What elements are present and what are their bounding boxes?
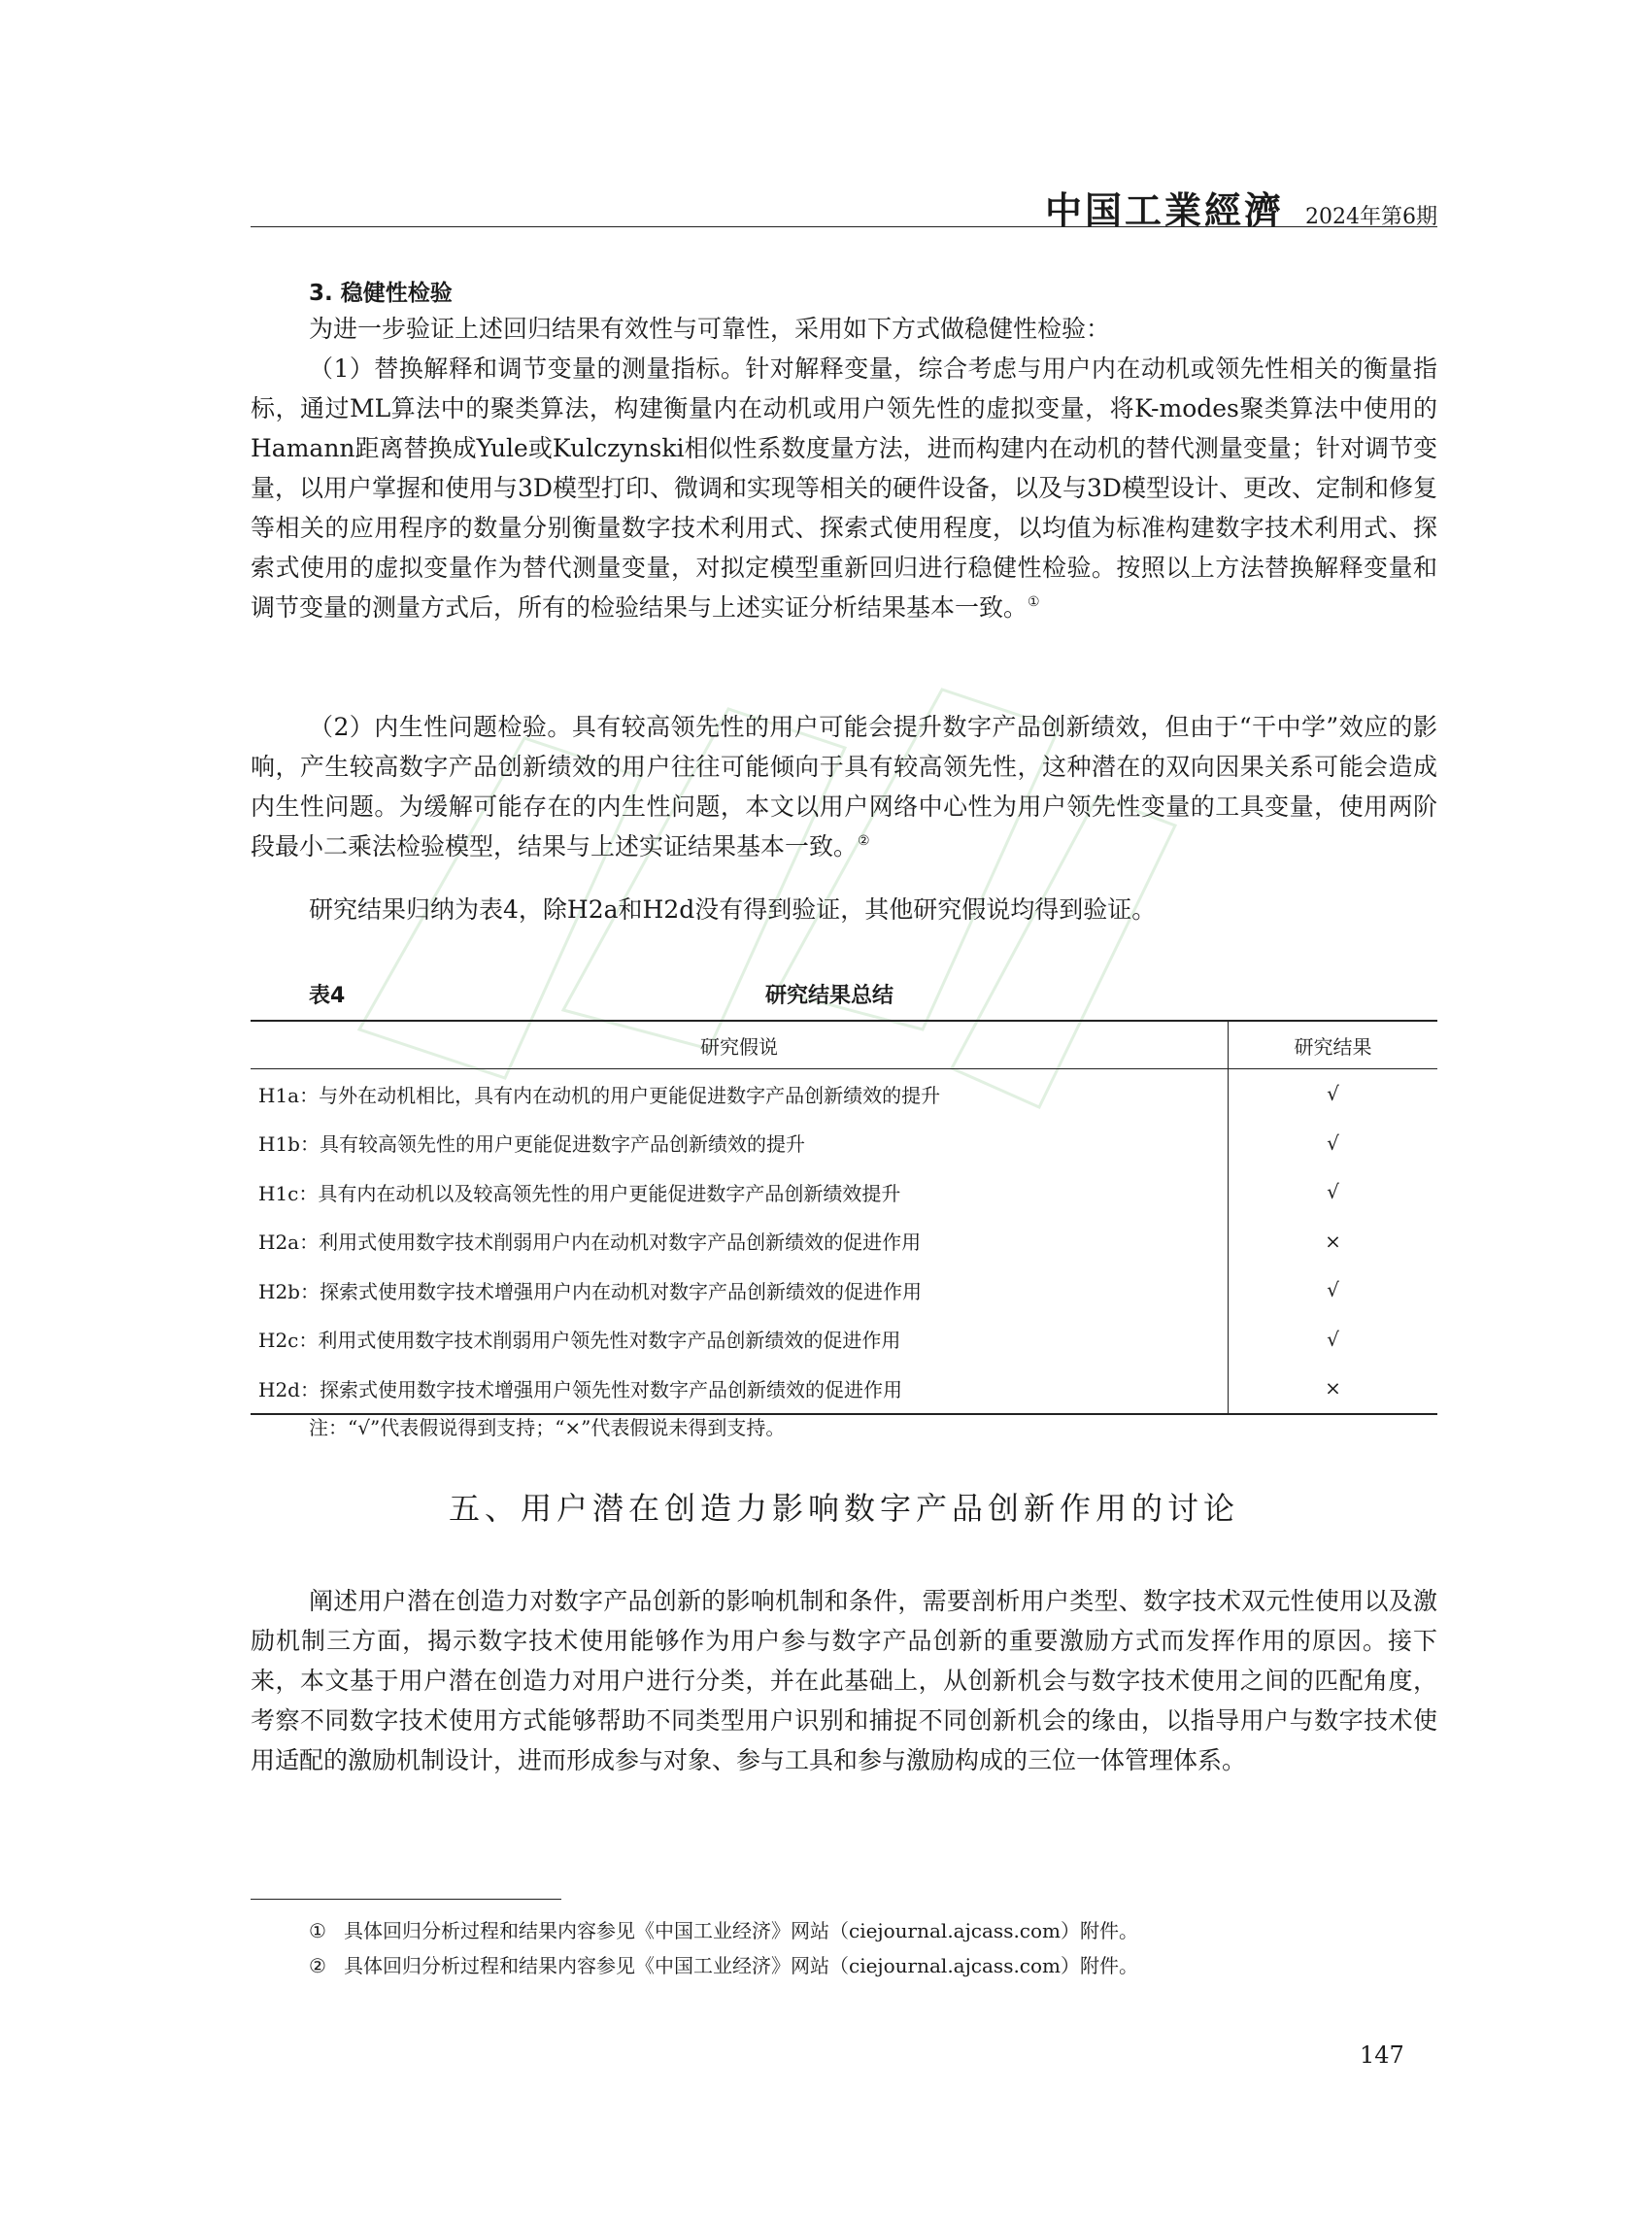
- journal-name: 中国工業經濟: [1044, 189, 1284, 232]
- result-cell: √: [1229, 1069, 1438, 1119]
- page-number: 147: [1360, 2041, 1404, 2069]
- robustness-paragraph-1: （1）替换解释和调节变量的测量指标。针对解释变量，综合考虑与用户内在动机或领先性相关的衡量指标，通过ML算法中的聚类算法，构建衡量内在动机或用户领先性的虚拟变量，将K-modes聚类算法中使用的Hamann距离替换成Yule或Kulczynski相似性系数度量方法，进而构建内在动机的替代测量变量；针对调节变量，以用户掌握和使用与3D模型打印、微调和实现等相关的硬件设备，以及与3D模型设计、更改、定制和修复等相关的应用程序的数量分别衡量数字技术利用式、探索式使用程度，以均值为标准构建数字技术利用式、探索式使用的虚拟变量作为替代测量变量，对拟定模型重新回归进行稳健性检验。按照以上方法替换解释变量和调节变量的测量方式后，所有的检验结果与上述实证分析结果基本一致。①: [251, 354, 1437, 622]
- result-cell: √: [1229, 1167, 1438, 1217]
- table-row: [251, 1167, 1437, 1217]
- table-row: [251, 1119, 1437, 1168]
- hypothesis-cell: H1b：具有较高领先性的用户更能促进数字产品创新绩效的提升: [258, 1132, 805, 1157]
- footnote-marker: ①: [309, 1919, 326, 1942]
- footnotes: [309, 1913, 1138, 1983]
- section-title: 3. 稳健性检验: [309, 281, 453, 306]
- table-label: 表4: [309, 984, 346, 1008]
- footnote-marker: ②: [309, 1954, 326, 1977]
- table-row: [251, 1265, 1437, 1315]
- header-rule: [251, 226, 1437, 227]
- result-cell: √: [1229, 1265, 1438, 1315]
- chapter-paragraph: 阐述用户潜在创造力对数字产品创新的影响机制和条件，需要剖析用户类型、数字技术双元性使用以及激励机制三方面，揭示数字技术使用能够作为用户参与数字产品创新的重要激励方式而发挥作用的原因。接下来，本文基于用户潜在创造力对用户进行分类，并在此基础上，从创新机会与数字技术使用之间的匹配角度，考察不同数字技术使用方式能够帮助不同类型用户识别和捕捉不同创新机会的缘由，以指导用户与数字技术使用适配的激励机制设计，进而形成参与对象、参与工具和参与激励构成的三位一体管理体系。: [251, 1587, 1437, 1774]
- hypothesis-cell: H1a：与外在动机相比，具有内在动机的用户更能促进数字产品创新绩效的提升: [258, 1083, 941, 1107]
- result-cell: √: [1229, 1119, 1438, 1168]
- footnote-item: [309, 1913, 1138, 1948]
- footnote-rule: [251, 1899, 561, 1900]
- footnote-ref-1[interactable]: ①: [1028, 594, 1040, 610]
- result-cell: ×: [1229, 1217, 1438, 1266]
- table-row: [251, 1315, 1437, 1365]
- table-row: [251, 1217, 1437, 1266]
- summary-paragraph: 研究结果归纳为表4，除H2a和H2d没有得到验证，其他研究假说均得到验证。: [309, 895, 1157, 924]
- hypothesis-cell: H2d：探索式使用数字技术增强用户领先性对数字产品创新绩效的促进作用: [251, 1364, 1229, 1414]
- journal-issue: 2024年第6期: [1305, 205, 1437, 229]
- table-header-row: [251, 1021, 1437, 1069]
- footnote-text: 具体回归分析过程和结果内容参见《中国工业经济》网站（ciejournal.ajcass.com）附件。: [344, 1919, 1139, 1942]
- table-title: 研究结果总结: [765, 984, 894, 1008]
- hypothesis-cell: H2b：探索式使用数字技术增强用户内在动机对数字产品创新绩效的促进作用: [258, 1279, 922, 1303]
- results-table: [251, 1020, 1437, 1415]
- table-row: [251, 1069, 1437, 1119]
- table-caption: [309, 979, 1437, 1009]
- footnote-ref-2[interactable]: ②: [858, 833, 870, 849]
- hypothesis-cell: H2c：利用式使用数字技术削弱用户领先性对数字产品创新绩效的促进作用: [258, 1329, 901, 1353]
- result-cell: ×: [1229, 1364, 1438, 1414]
- result-cell: √: [1229, 1315, 1438, 1365]
- footnote-text: 具体回归分析过程和结果内容参见《中国工业经济》网站（ciejournal.ajcass.com）附件。: [344, 1954, 1139, 1977]
- footnote-item: [309, 1948, 1138, 1983]
- header-hypothesis: 研究假说: [251, 1021, 1229, 1069]
- header-result: 研究结果: [1229, 1021, 1438, 1069]
- table-row: [251, 1364, 1437, 1414]
- chapter-title: 五、用户潜在创造力影响数字产品创新作用的讨论: [448, 1490, 1239, 1527]
- robustness-paragraph-2: （2）内生性问题检验。具有较高领先性的用户可能会提升数字产品创新绩效，但由于“干中学”效应的影响，产生较高数字产品创新绩效的用户往往可能倾向于具有较高领先性，这种潜在的双向因果关系可能会造成内生性问题。为缓解可能存在的内生性问题，本文以用户网络中心性为用户领先性变量的工具变量，使用两阶段最小二乘法检验模型，结果与上述实证结果基本一致。②: [251, 713, 1437, 860]
- hypothesis-cell: H2a：利用式使用数字技术削弱用户内在动机对数字产品创新绩效的促进作用: [258, 1231, 922, 1255]
- table-note: 注：“√”代表假说得到支持；“×”代表假说未得到支持。: [309, 1416, 786, 1439]
- hypothesis-cell: H1c：具有内在动机以及较高领先性的用户更能促进数字产品创新绩效提升: [258, 1181, 901, 1205]
- intro-paragraph: 为进一步验证上述回归结果有效性与可靠性，采用如下方式做稳健性检验：: [309, 315, 1111, 343]
